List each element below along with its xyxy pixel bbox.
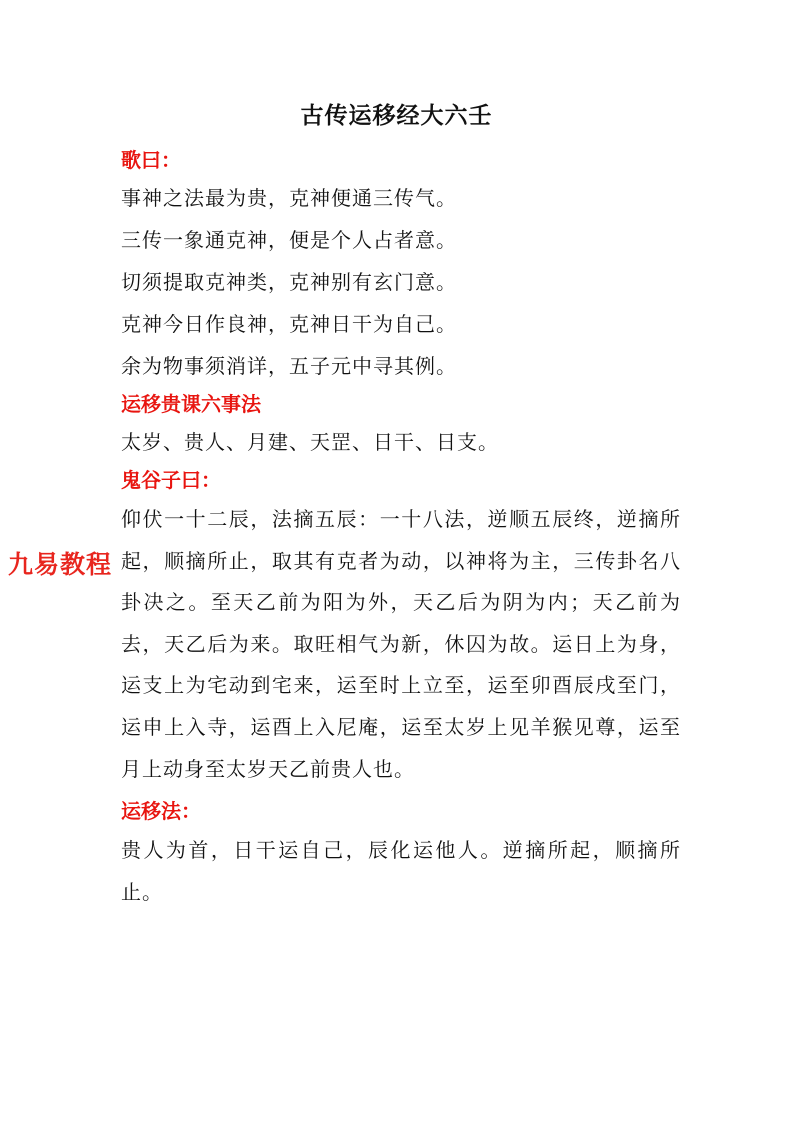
song-line-1: 事神之法最为贵，克神便通三传气。 (121, 186, 457, 210)
song-line-4: 克神今日作良神，克神日干为自己。 (121, 312, 457, 336)
watermark-logo: 九易教程 (8, 550, 113, 579)
song-line-3: 切须提取克神类，克神别有玄门意。 (121, 270, 457, 294)
song-heading: 歌曰： (121, 148, 181, 172)
document-body (121, 143, 681, 913)
section-heading-yunyi-fa: 运移法： (121, 799, 201, 824)
section-heading-guiguzi: 鬼谷子曰： (121, 468, 221, 492)
section-text-yunyi-fa: 贵人为首，日干运自己，辰化运他人。逆摘所起，顺摘所止。 (121, 838, 681, 904)
section-text-liu-shi: 太岁、贵人、月建、天罡、日干、日支。 (121, 430, 499, 454)
song-line-2: 三传一象通克神，便是个人占者意。 (121, 228, 457, 252)
song-line-5: 余为物事须消详，五子元中寻其例。 (121, 354, 457, 378)
section-text-guiguzi: 仰伏一十二辰，法摘五辰：一十八法，逆顺五辰终，逆摘所起，顺摘所止，取其有克者为动，以神将为主，三传卦名八卦决之。至天乙前为阳为外，天乙后为阴为内；天乙前为去，天乙后为来。取旺相气为新，休囚为故。运日上为身，运支上为宅动到宅来，运至时上立至，运至卯酉辰戌至门，运申上入寺，运酉上入尼庵，运至太岁上见羊猴见尊，运至月上动身至太岁天乙前贵人也。 (121, 507, 681, 781)
section-heading-yunyi-gui-ke: 运移贵课六事法 (121, 392, 261, 416)
document-title: 古传运移经大六壬 (300, 102, 493, 129)
